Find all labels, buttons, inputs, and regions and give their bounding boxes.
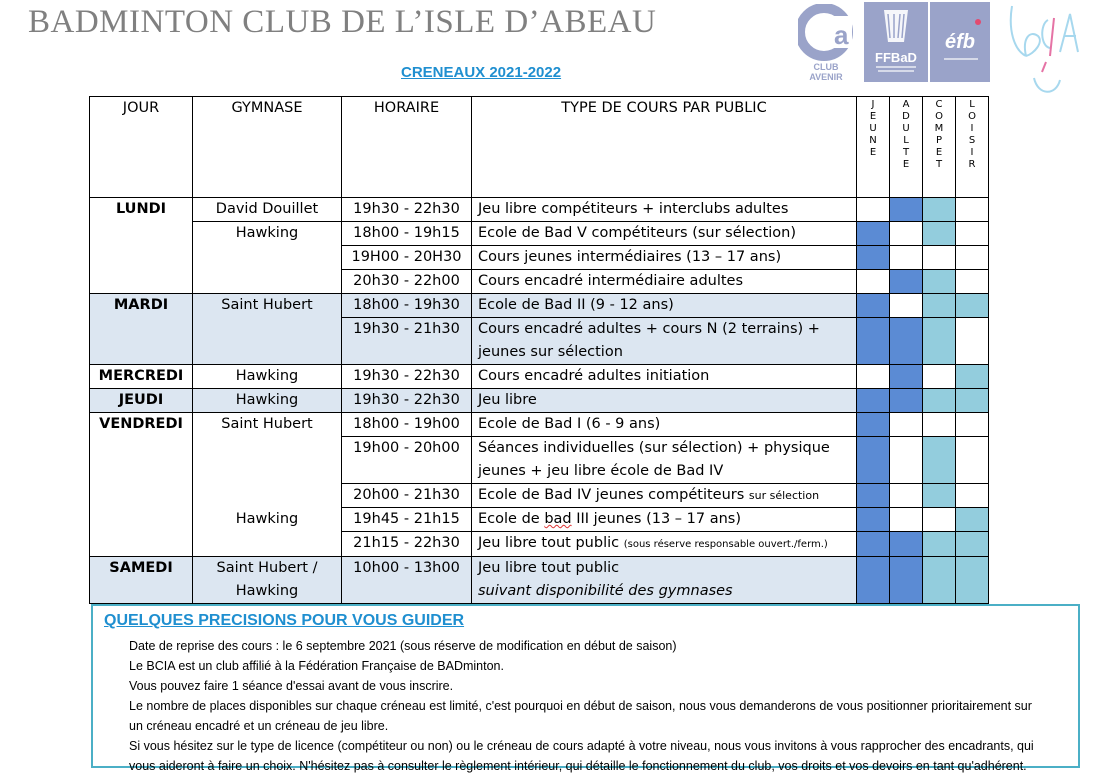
flag-compet	[923, 508, 956, 532]
day-cell: MARDI	[90, 294, 193, 318]
flag-jeune	[857, 198, 890, 222]
time-cell: 18h00 - 19h00	[342, 413, 472, 437]
flag-adulte	[890, 484, 923, 508]
table-row	[90, 437, 989, 484]
time-cell: 20h30 - 22h00	[342, 270, 472, 294]
flag-jeune	[857, 365, 890, 389]
flag-adulte	[890, 198, 923, 222]
flag-jeune	[857, 437, 890, 484]
day-cell	[90, 437, 193, 484]
info-box	[91, 604, 1080, 773]
flag-loisir	[956, 532, 989, 557]
flag-jeune	[857, 318, 890, 365]
flag-loisir	[956, 508, 989, 532]
bcia-logo	[1004, 0, 1084, 98]
flag-compet	[923, 413, 956, 437]
flag-adulte	[890, 532, 923, 557]
flag-loisir	[956, 270, 989, 294]
header-gymnase: GYMNASE	[193, 97, 342, 198]
type-cell: Jeu libre compétiteurs + interclubs adultes	[472, 198, 857, 222]
flag-loisir	[956, 198, 989, 222]
svg-text:AVENIR: AVENIR	[809, 72, 843, 82]
flag-compet	[923, 318, 956, 365]
flag-adulte	[890, 365, 923, 389]
info-title: QUELQUES PRECISIONS POUR VOUS GUIDER	[104, 612, 465, 629]
time-cell: 10h00 - 13h00	[342, 557, 472, 604]
flag-compet	[923, 246, 956, 270]
table-row	[90, 365, 989, 389]
type-cell: Jeu libre tout public (sous réserve responsable ouvert./ferm.)	[472, 532, 857, 557]
flag-compet	[923, 437, 956, 484]
day-cell: VENDREDI	[90, 413, 193, 437]
flag-loisir	[956, 222, 989, 246]
info-line: Date de reprise des cours : le 6 septembre 2021 (sous réserve de modification en début de saison)	[129, 639, 677, 653]
type-cell: Cours encadré adultes + cours N (2 terrains) + jeunes sur sélection	[472, 318, 857, 365]
day-cell	[90, 318, 193, 365]
info-lines	[129, 636, 1075, 776]
time-cell: 19h30 - 22h30	[342, 389, 472, 413]
info-line: Le nombre de places disponibles sur chaque créneau est limité, c'est pourquoi en début de saison, nous vous demanderons de vous positionner prioritairement sur	[129, 699, 1032, 713]
type-cell: Ecole de Bad V compétiteurs (sur sélection)	[472, 222, 857, 246]
svg-text:éfb: éfb	[945, 31, 975, 53]
flag-jeune	[857, 508, 890, 532]
club-avenir-logo	[798, 4, 854, 86]
header-type: TYPE DE COURS PAR PUBLIC	[472, 97, 857, 198]
gym-cell	[193, 270, 342, 294]
day-cell	[90, 484, 193, 508]
gym-cell: Saint Hubert	[193, 294, 342, 318]
table-row	[90, 318, 989, 365]
flag-jeune	[857, 389, 890, 413]
flag-adulte	[890, 318, 923, 365]
flag-jeune	[857, 294, 890, 318]
time-cell: 18h00 - 19h15	[342, 222, 472, 246]
type-cell: Jeu libre tout public suivant disponibilité des gymnases	[472, 557, 857, 604]
time-cell: 20h00 - 21h30	[342, 484, 472, 508]
time-cell: 18h00 - 19h30	[342, 294, 472, 318]
info-line: Vous pouvez faire 1 séance d'essai avant de vous inscrire.	[129, 679, 454, 693]
flag-adulte	[890, 437, 923, 484]
flag-adulte	[890, 294, 923, 318]
type-cell: Cours encadré adultes initiation	[472, 365, 857, 389]
gym-cell	[193, 246, 342, 270]
flag-jeune	[857, 413, 890, 437]
flag-adulte	[890, 508, 923, 532]
flag-loisir	[956, 557, 989, 604]
table-row	[90, 246, 989, 270]
day-cell	[90, 246, 193, 270]
svg-text:CLUB: CLUB	[813, 62, 839, 72]
gym-cell	[193, 532, 342, 557]
table-row	[90, 294, 989, 318]
flag-loisir	[956, 294, 989, 318]
day-cell: JEUDI	[90, 389, 193, 413]
table-row	[90, 557, 989, 604]
flag-loisir	[956, 365, 989, 389]
time-cell: 19h30 - 21h30	[342, 318, 472, 365]
flag-loisir	[956, 389, 989, 413]
type-cell: Ecole de bad III jeunes (13 – 17 ans)	[472, 508, 857, 532]
flag-adulte	[890, 270, 923, 294]
time-cell: 19H00 - 20H30	[342, 246, 472, 270]
table-row	[90, 222, 989, 246]
flag-compet	[923, 365, 956, 389]
flag-adulte	[890, 246, 923, 270]
table-row	[90, 508, 989, 532]
page-subtitle: CRENEAUX 2021-2022	[401, 64, 562, 81]
flag-compet	[923, 294, 956, 318]
info-line: Le BCIA est un club affilié à la Fédération Française de BADminton.	[129, 659, 504, 673]
flag-jeune	[857, 270, 890, 294]
flag-loisir	[956, 484, 989, 508]
flag-loisir	[956, 413, 989, 437]
type-cell: Jeu libre	[472, 389, 857, 413]
flag-adulte	[890, 222, 923, 246]
info-line: un créneau encadré et un créneau de jeu libre.	[129, 719, 389, 733]
table-row	[90, 389, 989, 413]
time-cell: 19h30 - 22h30	[342, 365, 472, 389]
gym-cell	[193, 318, 342, 365]
flag-adulte	[890, 389, 923, 413]
type-cell: Cours jeunes intermédiaires (13 – 17 ans)	[472, 246, 857, 270]
ffbad-logo	[864, 2, 928, 82]
info-line: vous aideront à faire un choix. N'hésitez pas à consulter le règlement intérieur, qui détaille le fonctionnement du club, vos droits et vos devoirs en tant qu'adhérent.	[129, 759, 1027, 773]
time-cell: 19h30 - 22h30	[342, 198, 472, 222]
header-jour: JOUR	[90, 97, 193, 198]
club-title: BADMINTON CLUB DE L’ISLE D’ABEAU	[28, 4, 657, 40]
time-cell: 19h00 - 20h00	[342, 437, 472, 484]
gym-cell	[193, 484, 342, 508]
gym-cell: Hawking	[193, 222, 342, 246]
svg-text:a: a	[834, 20, 849, 50]
flag-compet	[923, 222, 956, 246]
flag-adulte	[890, 557, 923, 604]
table-header-row	[90, 97, 989, 198]
flag-compet	[923, 389, 956, 413]
gym-cell: David Douillet	[193, 198, 342, 222]
flag-loisir	[956, 318, 989, 365]
gym-cell: Hawking	[193, 389, 342, 413]
day-cell	[90, 270, 193, 294]
flag-compet	[923, 557, 956, 604]
flag-jeune	[857, 532, 890, 557]
table-row	[90, 270, 989, 294]
header-loisir: L O I S I R	[956, 97, 989, 198]
table-row	[90, 484, 989, 508]
type-cell: Séances individuelles (sur sélection) + physique jeunes + jeu libre école de Bad IV	[472, 437, 857, 484]
time-cell: 19h45 - 21h15	[342, 508, 472, 532]
day-cell: SAMEDI	[90, 557, 193, 604]
gym-cell: Saint Hubert	[193, 413, 342, 437]
day-cell: LUNDI	[90, 198, 193, 222]
header-compet: C O M P E T	[923, 97, 956, 198]
type-cell: Ecole de Bad II (9 - 12 ans)	[472, 294, 857, 318]
day-cell: MERCREDI	[90, 365, 193, 389]
flag-jeune	[857, 557, 890, 604]
time-cell: 21h15 - 22h30	[342, 532, 472, 557]
day-cell	[90, 222, 193, 246]
table-row	[90, 413, 989, 437]
table-row	[90, 198, 989, 222]
info-line: Si vous hésitez sur le type de licence (compétiteur ou non) ou le créneau de cours adapté à votre niveau, nous vous invitons à vous rapprocher des encadrants, qui	[129, 739, 1034, 753]
gym-cell: Saint Hubert / Hawking	[193, 557, 342, 604]
flag-compet	[923, 270, 956, 294]
gym-cell: Hawking	[193, 365, 342, 389]
efb-logo	[930, 2, 990, 82]
type-cell: Ecole de Bad IV jeunes compétiteurs sur sélection	[472, 484, 857, 508]
flag-jeune	[857, 484, 890, 508]
header-horaire: HORAIRE	[342, 97, 472, 198]
header-jeune: J E U N E	[857, 97, 890, 198]
svg-text:FFBaD: FFBaD	[875, 50, 917, 65]
day-cell	[90, 508, 193, 532]
flag-compet	[923, 532, 956, 557]
flag-compet	[923, 198, 956, 222]
type-cell: Cours encadré intermédiaire adultes	[472, 270, 857, 294]
flag-jeune	[857, 246, 890, 270]
flag-loisir	[956, 246, 989, 270]
gym-cell	[193, 437, 342, 484]
flag-jeune	[857, 222, 890, 246]
flag-adulte	[890, 413, 923, 437]
table-row	[90, 532, 989, 557]
flag-compet	[923, 484, 956, 508]
day-cell	[90, 532, 193, 557]
flag-loisir	[956, 437, 989, 484]
header-adulte: A D U L T E	[890, 97, 923, 198]
schedule-table	[89, 96, 989, 604]
type-cell: Ecole de Bad I (6 - 9 ans)	[472, 413, 857, 437]
gym-cell: Hawking	[193, 508, 342, 532]
